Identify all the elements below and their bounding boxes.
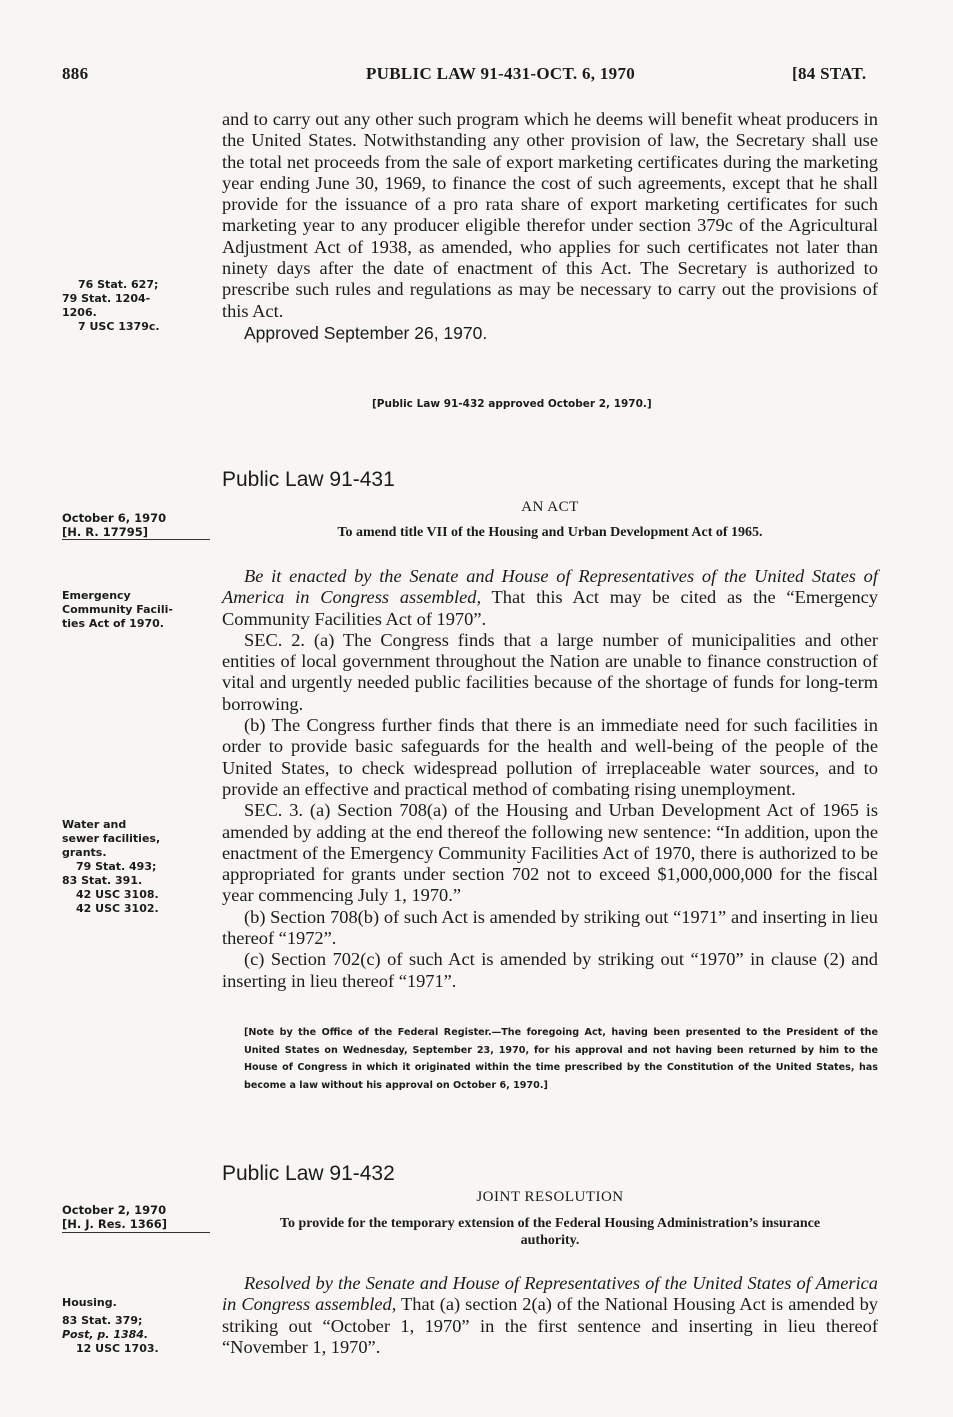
law-431-purpose: To amend title VII of the Housing and Urban Development Act of 1965. [337, 525, 763, 540]
page-number: 886 [62, 64, 89, 83]
approval-note: [Public Law 91-432 approved October 2, 1970.] [372, 398, 652, 410]
continuation-paragraph: and to carry out any other such program which he deems will benefit wheat producers in the United States. Notwithstanding any other provision of law, the Secretary shall use the total net proceeds from the sale of export marketing certificates during the marketing year ending June 30, 1969, to finance the cost of such agreements, except that he shall provide for the issuance of a pro rata share of export marketing certificates for such marketing year to any producer eligible therefor under section 379c of the Agricultural Adjustment Act of 1938, as amended, who applies for such certificates not later than ninety days after the date of enactment of this Act. The Secretary is authorized to prescribe such rules and regulations as may be necessary to carry out the provisions of this Act. [222, 109, 878, 321]
margin-housing: Housing. 83 Stat. 379; Post, p. 1384. 12 USC 1703. [62, 1296, 159, 1355]
margin-short-title: Emergency Community Facili- ties Act of 1970. [62, 589, 173, 630]
approval-line: Approved September 26, 1970. [244, 322, 488, 343]
section-3b: (b) Section 708(b) of such Act is amended by striking out “1971” and inserting in lieu thereof “1972”. [222, 906, 878, 949]
section-3c: (c) Section 702(c) of such Act is amended by striking out “1970” in clause (2) and inserting in lieu thereof “1971”. [222, 949, 878, 991]
margin-rule [62, 539, 210, 540]
law-431-body [222, 566, 878, 992]
resolving-clause: Resolved by the Senate and House of Representatives of the United States of America in Congress assembled, That (a) section 2(a) of the National Housing Act is amended by striking out “October 1, 1970” in the first sentence and inserting in lieu thereof “November 1, 1970”. [222, 1273, 878, 1357]
stat-reference: [84 STAT. [792, 64, 867, 83]
law-431-act-label: AN ACT [521, 499, 579, 515]
law-432-body [222, 1273, 878, 1358]
federal-register-note: [Note by the Office of the Federal Register.—The foregoing Act, having been presented to the President of the United States on Wednesday, September 23, 1970, for his approval and not having been returned by him to the House of Congress in which it originated within the time prescribed by the Constitution of the United States, has become a law without his approval on October 6, 1970.] [244, 1027, 878, 1091]
section-3a: SEC. 3. (a) Section 708(a) of the Housing and Urban Development Act of 1965 is amended by adding at the end thereof the following new sentence: “In addition, upon the enactment of the Emergency Community Facilities Act of 1970, there is authorized to be appropriated for grants under section 702 not to exceed $1,000,000,000 for the fiscal year commencing July 1, 1970.” [222, 800, 878, 906]
margin-date-432: October 2, 1970 [H. J. Res. 1366] [62, 1203, 168, 1231]
running-title: PUBLIC LAW 91-431-OCT. 6, 1970 [366, 64, 636, 83]
continuation-section [222, 109, 878, 344]
law-432-heading: Public Law 91-432 [222, 1162, 395, 1185]
margin-water-sewer: Water and sewer facilities, grants. 79 Stat. 493; 83 Stat. 391. 42 USC 3108. 42 USC 3102. [62, 818, 161, 915]
law-432-purpose: To provide for the temporary extension of the Federal Housing Administration’s insurance authority. [279, 1216, 821, 1248]
enacting-clause: Be it enacted by the Senate and House of Representatives of the United States of America in Congress assembled, That this Act may be cited as the “Emergency Community Facilities Act of 1970”. [222, 566, 878, 629]
law-432-act-label: JOINT RESOLUTION [476, 1189, 624, 1205]
law-431-heading: Public Law 91-431 [222, 468, 395, 491]
section-2a: SEC. 2. (a) The Congress finds that a large number of municipalities and other entities of local government throughout the Nation are unable to finance construction of vital and urgently needed public facilities because of the shortage of funds for long-term borrowing. [222, 629, 878, 714]
margin-citation-379c: 76 Stat. 627; 79 Stat. 1204- 1206. 7 USC 1379c. [62, 278, 160, 333]
section-2b: (b) The Congress further finds that there is an immediate need for such facilities in order to provide basic safeguards for the health and well-being of the people of the United States, to check widespread pollution of irreplaceable water sources, and to provide an effective and practical method of combating rising unemployment. [222, 715, 878, 799]
margin-date-431: October 6, 1970 [H. R. 17795] [62, 511, 167, 539]
margin-rule [62, 1232, 210, 1233]
